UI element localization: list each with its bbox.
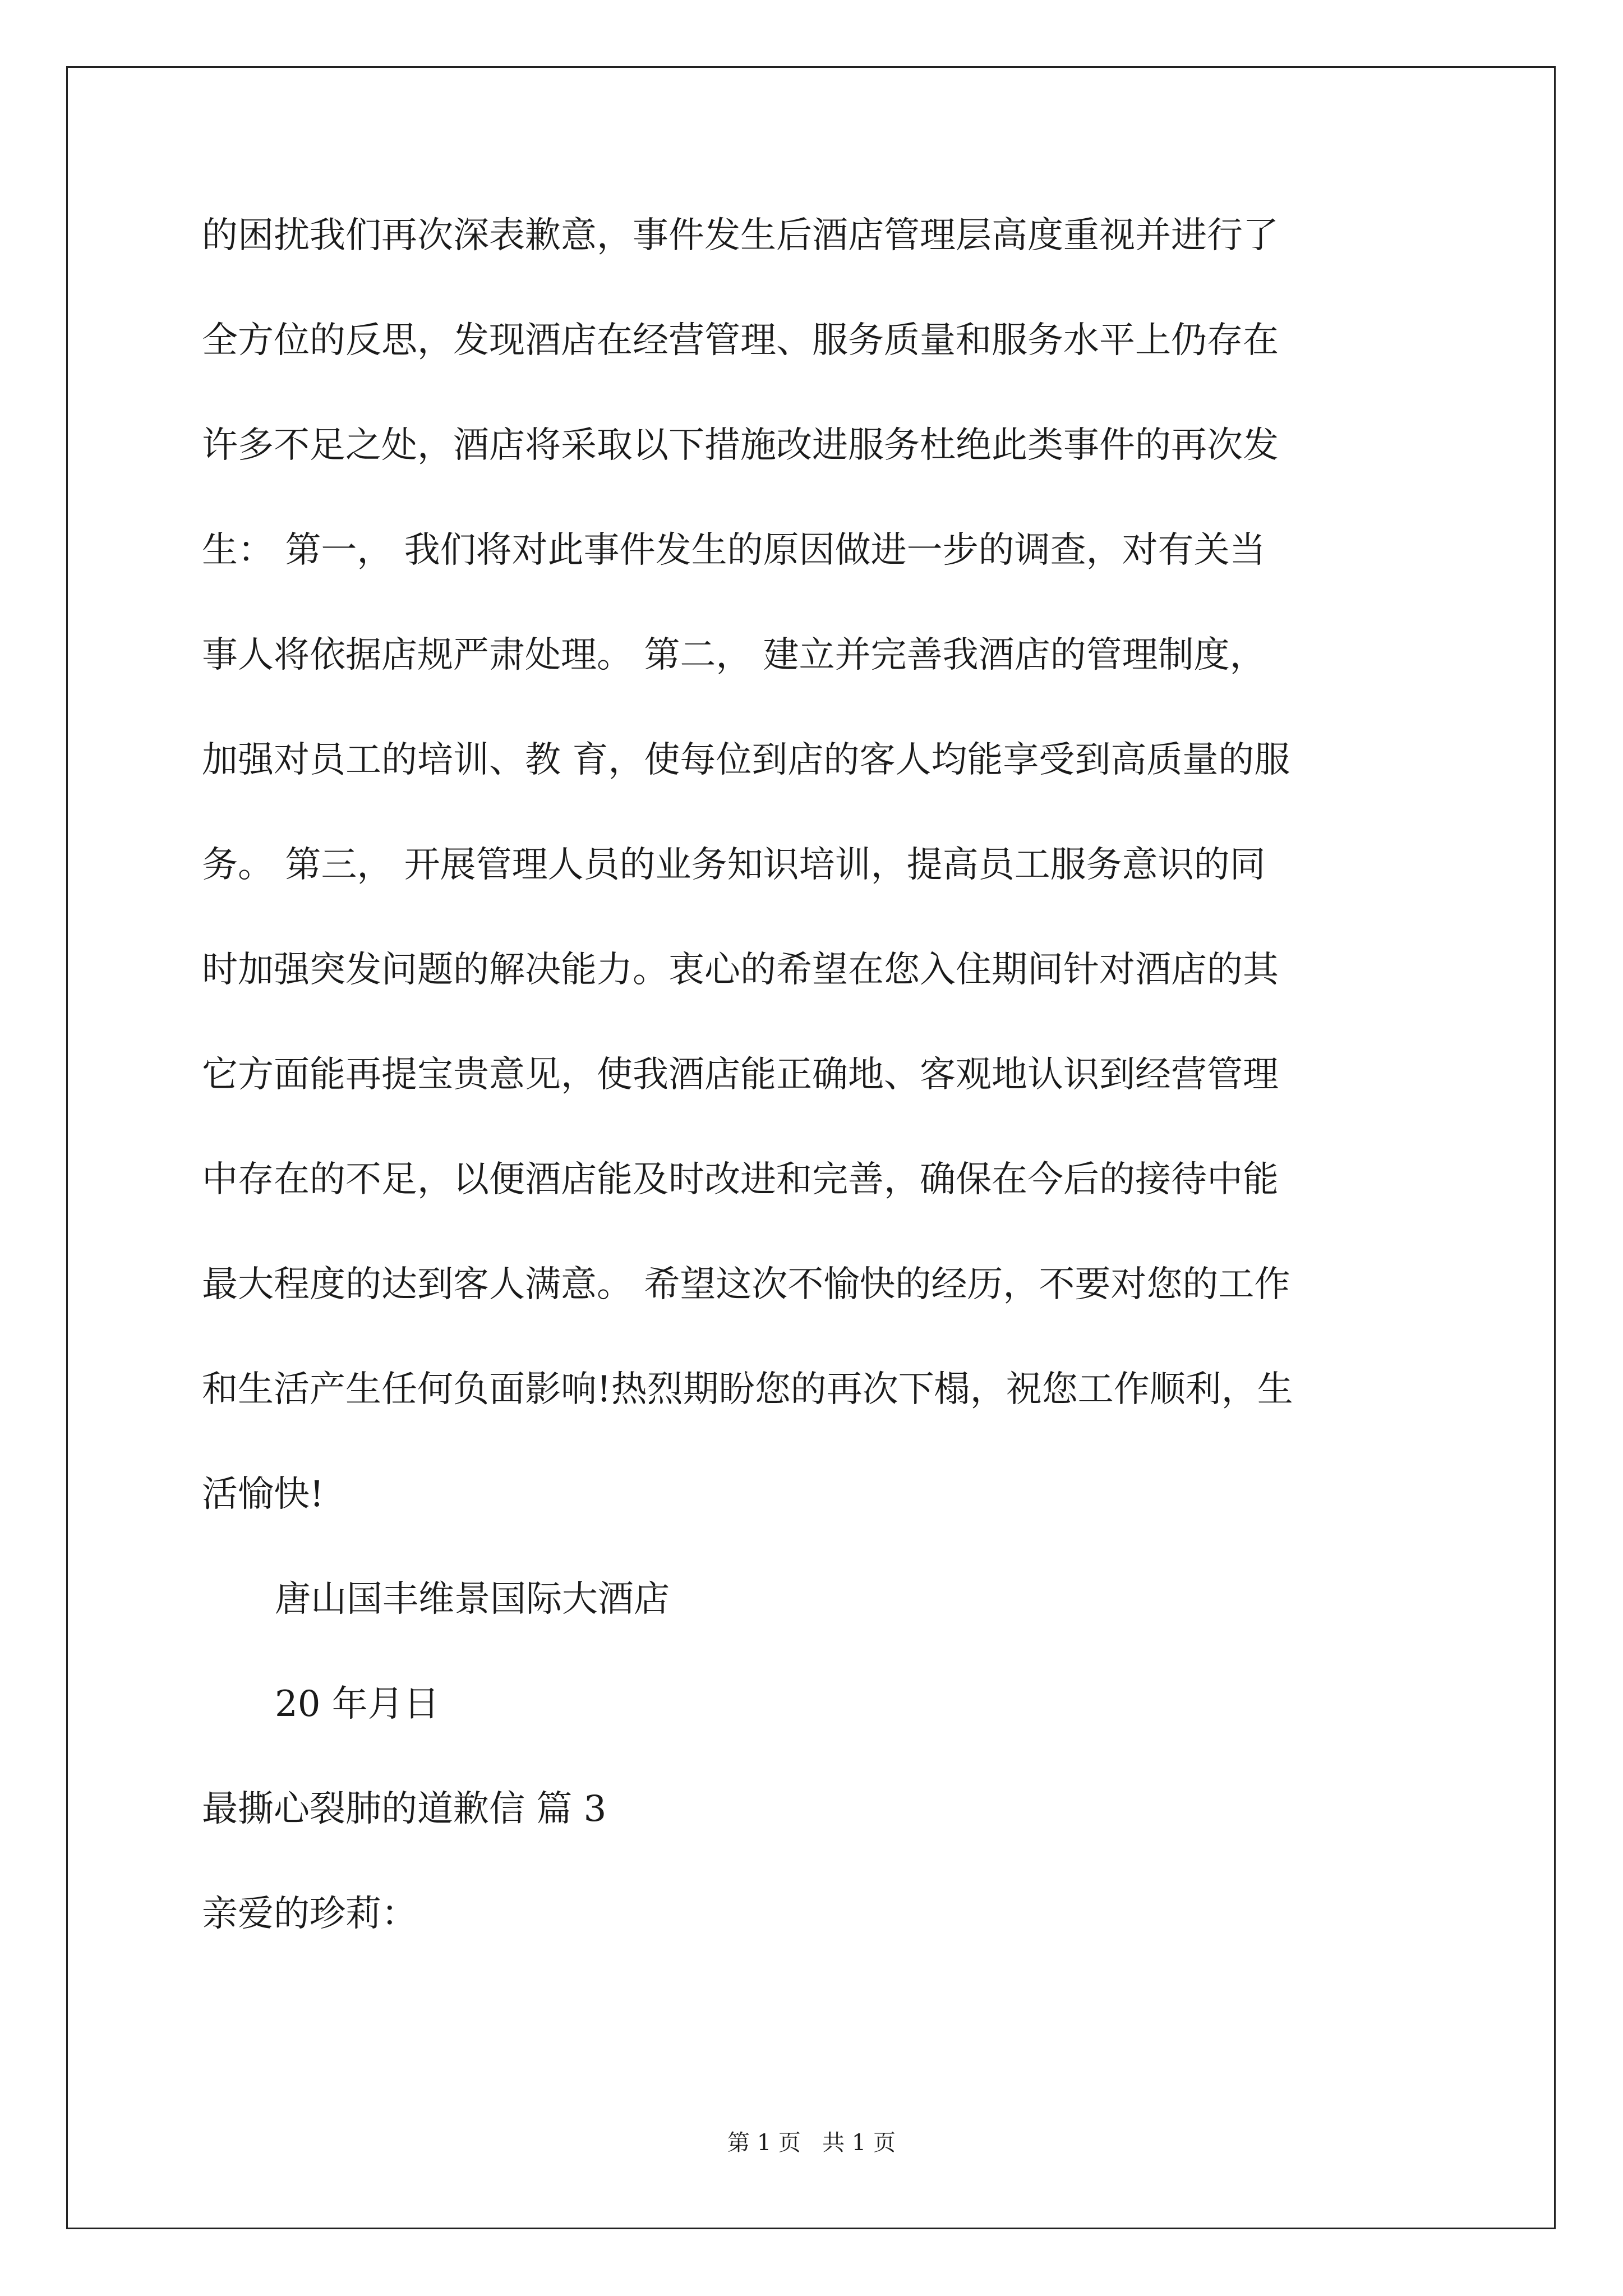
body-line-7: 务。 第三， 开展管理人员的业务知识培训，提高员工服务意识的同 — [202, 844, 1266, 886]
body-line-2: 全方位的反思，发现酒店在经营管理、服务质量和服务水平上仍存在 — [202, 320, 1279, 361]
section-heading: 最撕心裂肺的道歉信 篇 3 — [202, 1788, 607, 1830]
body-line-4: 生： 第一， 我们将对此事件发生的原因做进一步的调查，对有关当 — [202, 530, 1266, 571]
letter-date: 20 年月日 — [275, 1683, 440, 1725]
signature: 唐山国丰维景国际大酒店 — [275, 1579, 670, 1620]
body-line-3: 许多不足之处，酒店将采取以下措施改进服务杜绝此类事件的再次发 — [202, 425, 1279, 466]
body-line-12: 和生活产生任何负面影响!热烈期盼您的再次下榻，祝您工作顺利，生 — [202, 1369, 1293, 1410]
page-footer: 第 1 页 共 1 页 — [727, 2130, 896, 2156]
body-line-6: 加强对员工的培训、教 育，使每位到店的客人均能享受到高质量的服 — [202, 739, 1290, 781]
body-line-5: 事人将依据店规严肃处理。 第二， 建立并完善我酒店的管理制度， — [202, 634, 1266, 676]
body-line-11: 最大程度的达到客人满意。 希望这次不愉快的经历，不要对您的工作 — [202, 1264, 1290, 1305]
body-line-9: 它方面能再提宝贵意见，使我酒店能正确地、客观地认识到经营管理 — [202, 1054, 1279, 1096]
body-line-8: 时加强突发问题的解决能力。衷心的希望在您入住期间针对酒店的其 — [202, 949, 1279, 991]
body-line-1: 的困扰我们再次深表歉意，事件发生后酒店管理层高度重视并进行了 — [202, 215, 1279, 256]
salutation: 亲爱的珍莉： — [202, 1893, 417, 1935]
body-line-13: 活愉快! — [202, 1474, 324, 1515]
body-line-10: 中存在的不足，以便酒店能及时改进和完善，确保在今后的接待中能 — [202, 1159, 1279, 1200]
